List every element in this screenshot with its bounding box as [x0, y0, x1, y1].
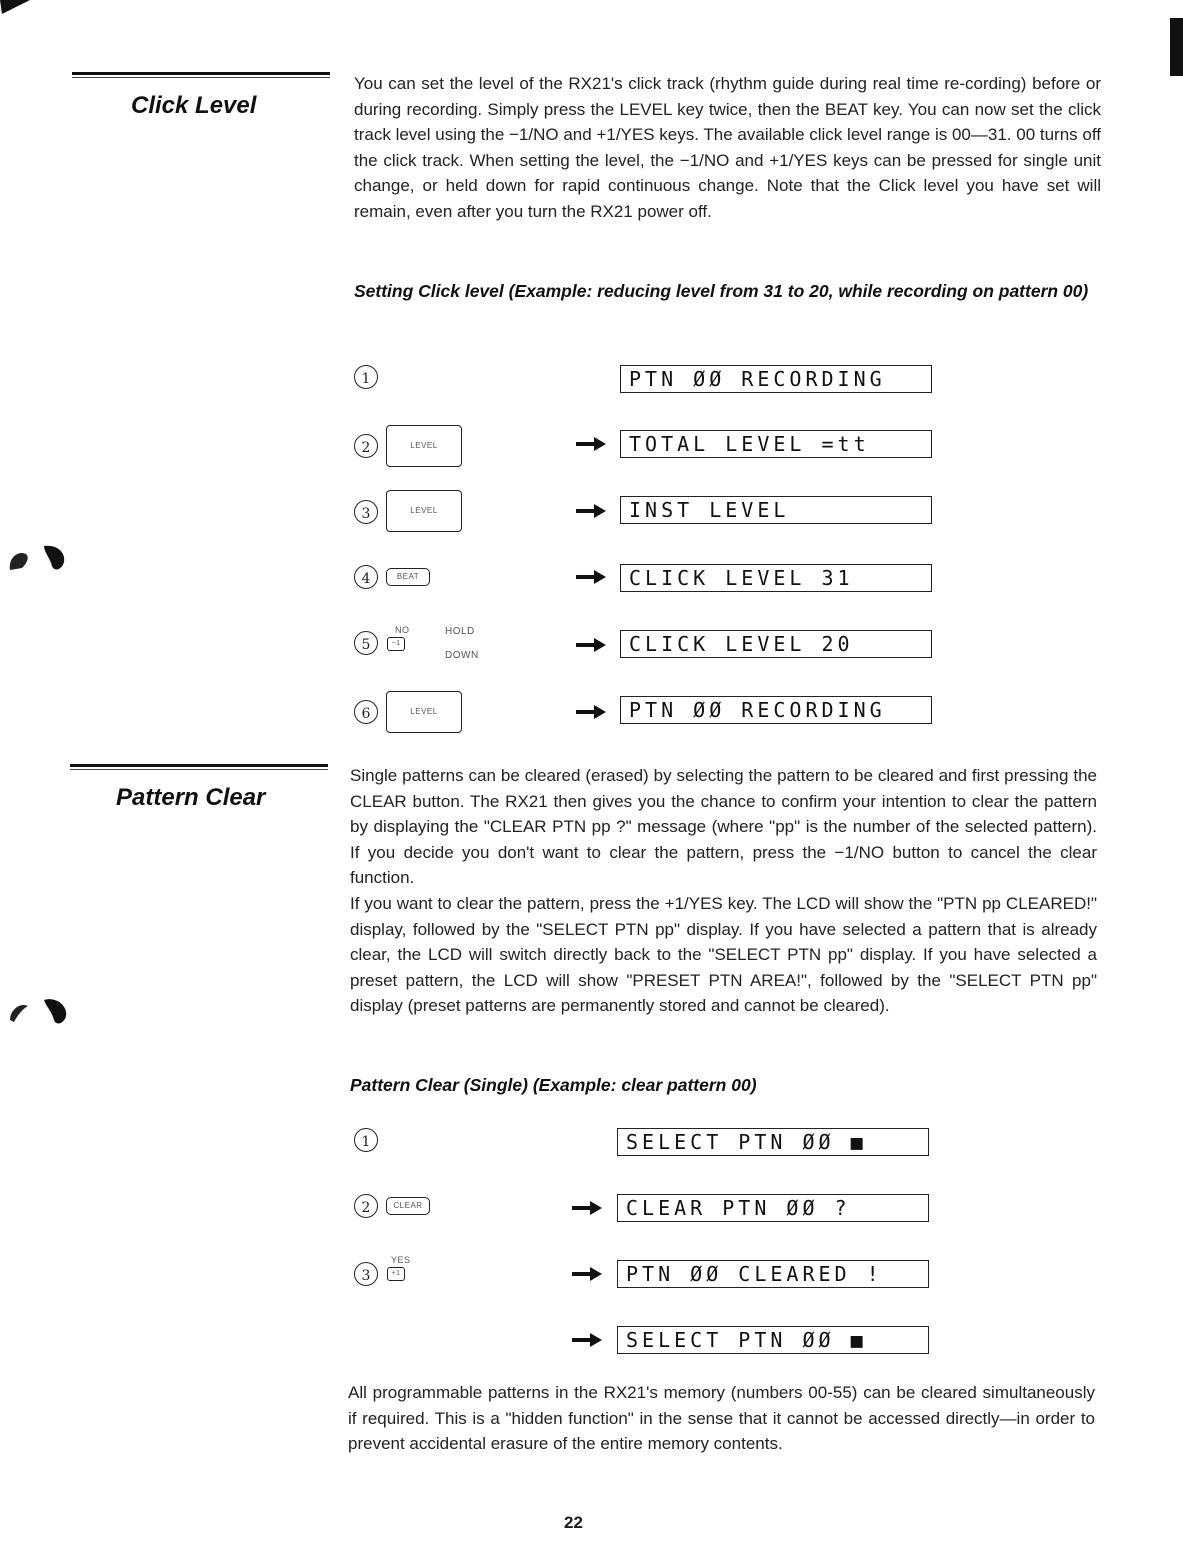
section-rule-click-level: [72, 72, 330, 75]
lcd-display: PTN ØØ RECORDING: [620, 696, 932, 724]
step-number-6: 6: [354, 700, 378, 724]
step-number-1: 1: [354, 365, 378, 389]
click-level-body: [354, 71, 1101, 225]
minus-one-no-key[interactable]: −1: [387, 637, 405, 651]
pattern-clear-footer-paragraph: All programmable patterns in the RX21's memory (numbers 00-55) can be cleared simultaneously if required. This is a "hidden function" in the sense that it cannot be accessed directly—in order to prevent accidental erasure of the entire memory contents.: [348, 1383, 1095, 1454]
hold-label: HOLD: [445, 626, 475, 637]
binder-hole-mark-upper: [4, 540, 74, 580]
corner-crop-mark: [0, 0, 30, 16]
no-key-label: NO: [395, 625, 410, 635]
level-key[interactable]: LEVEL: [386, 490, 462, 532]
lcd-display: TOTAL LEVEL =tt: [620, 430, 932, 458]
step-number-1: 1: [354, 1128, 378, 1152]
click-level-example-heading: Setting Click level (Example: reducing level from 31 to 20, while recording on pattern 00): [354, 281, 1089, 301]
arrow-right-icon: [574, 568, 608, 586]
lcd-display: CLICK LEVEL 31: [620, 564, 932, 592]
level-key[interactable]: LEVEL: [386, 691, 462, 733]
page-edge-tab: [1170, 18, 1183, 76]
pattern-clear-body: [350, 763, 1097, 1019]
beat-key[interactable]: BEAT: [386, 568, 430, 586]
pattern-clear-example-heading: Pattern Clear (Single) (Example: clear pattern 00): [350, 1075, 757, 1095]
arrow-right-icon: [574, 703, 608, 721]
lcd-display: CLICK LEVEL 20: [620, 630, 932, 658]
pattern-clear-paragraph-1: Single patterns can be cleared (erased) by selecting the pattern to be cleared and first pressing the CLEAR button. The RX21 then gives you the chance to confirm your intention to clear the pattern by displaying the "CLEAR PTN pp ?" message (where "pp" is the number of the selected pattern). If you decide you don't want to clear the pattern, press the −1/NO button to cancel the clear function.: [350, 766, 1097, 888]
lcd-display: INST LEVEL: [620, 496, 932, 524]
page-number: 22: [564, 1513, 583, 1532]
arrow-right-icon: [574, 435, 608, 453]
section-title-click-level: Click Level: [131, 92, 257, 119]
clear-key[interactable]: CLEAR: [386, 1197, 430, 1215]
section-title-pattern-clear: Pattern Clear: [116, 784, 266, 811]
binder-hole-mark-lower: [4, 992, 74, 1032]
step-number-2: 2: [354, 434, 378, 458]
lcd-display: SELECT PTN ØØ ■: [617, 1326, 929, 1354]
lcd-display: SELECT PTN ØØ ■: [617, 1128, 929, 1156]
step-number-5: 5: [354, 631, 378, 655]
plus-one-yes-key[interactable]: +1: [387, 1267, 405, 1281]
arrow-right-icon: [570, 1265, 604, 1283]
lcd-display: PTN ØØ CLEARED !: [617, 1260, 929, 1288]
lcd-display: CLEAR PTN ØØ ?: [617, 1194, 929, 1222]
arrow-right-icon: [574, 636, 608, 654]
section-rule-pattern-clear: [70, 764, 328, 767]
arrow-right-icon: [574, 502, 608, 520]
pattern-clear-paragraph-2: If you want to clear the pattern, press the +1/YES key. The LCD will show the "PTN pp CLEARED!" display, followed by the "SELECT PTN pp" display. If you have selected a pattern that is already clear, the LCD will switch directly back to the "SELECT PTN pp" display. If you have selected a preset pattern, the LCD will show "PRESET PTN AREA!", followed by the "SELECT PTN pp" display (preset patterns are permanently stored and cannot be cleared).: [350, 893, 1097, 1016]
yes-key-label: YES: [391, 1255, 411, 1265]
level-key[interactable]: LEVEL: [386, 425, 462, 467]
lcd-display: PTN ØØ RECORDING: [620, 365, 932, 393]
step-number-4: 4: [354, 565, 378, 589]
step-number-2: 2: [354, 1194, 378, 1218]
step-number-3: 3: [354, 500, 378, 524]
down-label: DOWN: [445, 650, 479, 661]
pattern-clear-footer: [348, 1380, 1095, 1457]
step-number-3: 3: [354, 1262, 378, 1286]
click-level-paragraph: You can set the level of the RX21's click track (rhythm guide during real time re-cording) before or during recording. Simply press the LEVEL key twice, then the BEAT key. You can now set the click track level using the −1/NO and +1/YES keys. The available click level range is 00—31. 00 turns off the click track. When setting the level, the −1/NO and +1/YES keys can be pressed for single unit change, or held down for rapid continuous change. Note that the Click level you have set will remain, even after you turn the RX21 power off.: [354, 74, 1101, 221]
arrow-right-icon: [570, 1331, 604, 1349]
arrow-right-icon: [570, 1199, 604, 1217]
